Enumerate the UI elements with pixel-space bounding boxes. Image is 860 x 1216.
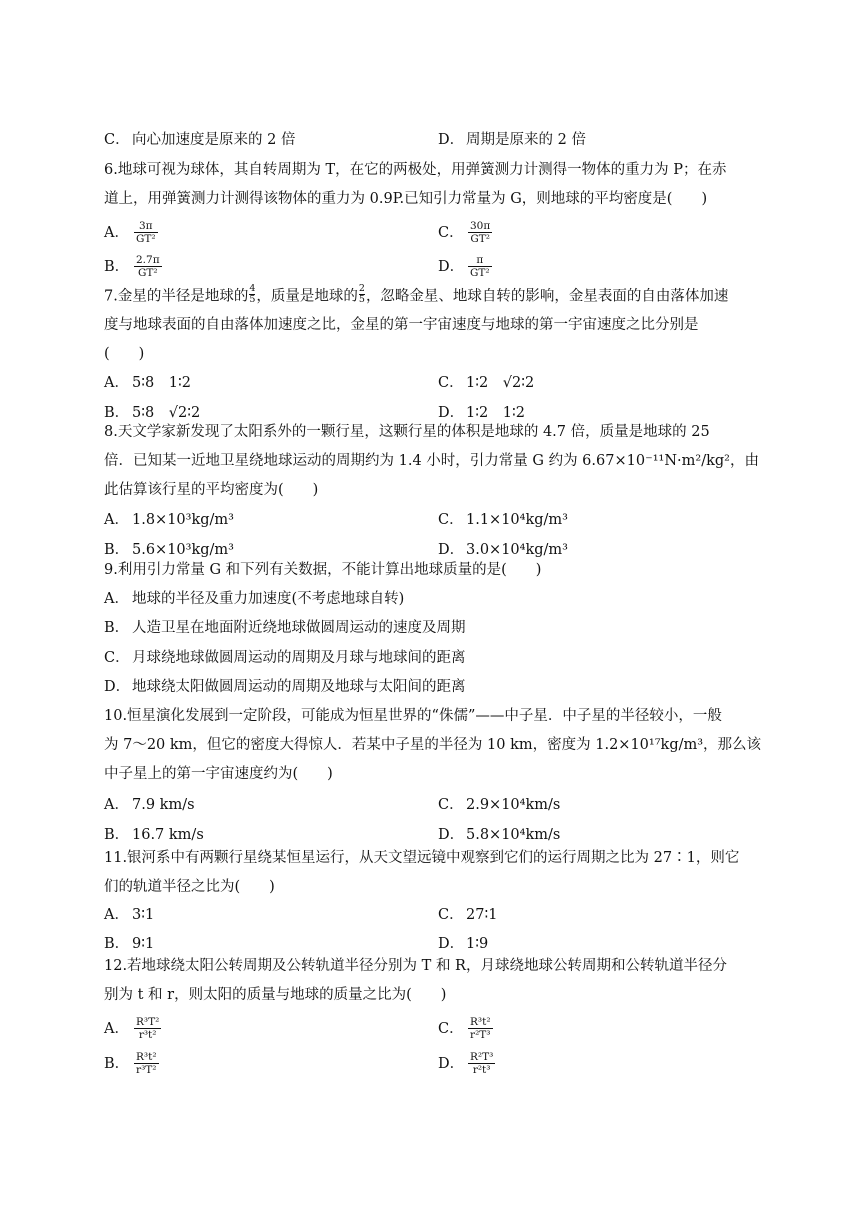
q11-stem-line-1: 11.银河系中有两颗行星绕某恒星运行，从天文望远镜中观察到它们的运行周期之比为 27∶1，则它 [104,850,740,866]
q8-option-a [104,510,234,530]
q11-option-c [438,905,497,925]
q10-option-c [438,795,560,815]
q10-option-d [438,825,560,845]
q10-stem-line-3: 中子星上的第一宇宙速度约为( ) [104,766,333,782]
option-text: 5.8×10⁴km/s [466,827,561,843]
option-text: 27∶1 [466,907,498,923]
option-label: C． [104,650,130,666]
q12-stem-line-2: 别为 t 和 r，则太阳的质量与地球的质量之比为( ) [104,987,447,1003]
q7-stem-line-2: 度与地球表面的自由落体加速度之比，金星的第一宇宙速度与地球的第一宇宙速度之比分别是 [104,317,699,333]
option-label: D． [438,405,465,421]
q7-option-a [104,373,191,393]
inline-fraction [249,284,255,305]
option-label: B． [104,258,130,275]
option-text: 1.8×10³kg/m³ [132,512,234,528]
fraction-numerator: R³T² [136,1016,160,1028]
option-label: A． [104,797,129,813]
q12-option-b [104,1051,161,1076]
option-label: D． [438,542,465,558]
option-label: C． [438,375,464,391]
q11-option-b [104,934,154,954]
fraction-denominator: 5 [249,294,256,305]
option-text: 5∶8 1∶2 [132,375,191,391]
option-text: 向心加速度是原来的 2 倍 [132,132,296,148]
option-label: A． [104,907,129,923]
fraction-numerator: R³t² [136,1051,157,1063]
option-label: C． [438,512,464,528]
q8-stem-line-3: 此估算该行星的平均密度为( ) [104,482,319,498]
q11-stem-line-2: 们的轨道半径之比为( ) [104,879,275,895]
option-fraction [134,1016,161,1041]
fraction-denominator: GT² [470,267,490,279]
option-label: D． [438,1055,465,1072]
option-text: 3.0×10⁴kg/m³ [466,542,568,558]
option-label: B． [104,936,130,952]
option-label: D． [104,679,131,695]
fraction-denominator: GT² [470,233,490,245]
option-label: D． [438,132,465,148]
q8-stem-line-2: 倍．已知某一近地卫星绕地球运动的周期约为 1.4 小时，引力常量 G 约为 6.67×10⁻¹¹N·m²/kg²，由 [104,453,759,469]
option-text: 3∶1 [132,907,155,923]
option-label: A． [104,224,129,241]
fraction-denominator: 5 [358,294,365,305]
option-label: C． [438,1020,464,1037]
q12-option-c [438,1016,495,1041]
option-text: 地球的半径及重力加速度(不考虑地球自转) [132,591,405,607]
q12-option-d [438,1051,497,1076]
fraction-denominator: r³t² [138,1029,157,1041]
q5-option-c [104,130,295,150]
option-fraction [468,1051,495,1076]
q7-option-c [438,373,534,393]
stem-text: 7.金星的半径是地球的 [104,288,249,305]
option-text: 7.9 km/s [132,797,195,813]
q10-stem-line-1: 10.恒星演化发展到一定阶段，可能成为恒星世界的“侏儒”——中子星．中子星的半径较小，一般 [104,708,722,724]
fraction-numerator: 30π [470,220,491,232]
fraction-denominator: r²T³ [470,1029,491,1041]
option-label: B． [104,542,130,558]
q8-stem-line-1: 8.天文学家新发现了太阳系外的一颗行星，这颗行星的体积是地球的 4.7 倍，质量是地球的 25 [104,424,710,440]
option-label: A． [104,591,129,607]
option-text: 月球绕地球做圆周运动的周期及月球与地球间的距离 [132,650,466,666]
fraction-numerator: R²T³ [470,1051,494,1063]
fraction-numerator: 4 [249,283,256,294]
q10-option-a [104,795,195,815]
option-text: 5∶8 √2∶2 [132,405,201,421]
fraction-numerator: 2.7π [136,254,160,266]
option-text: 9∶1 [132,936,155,952]
q6-option-c [438,220,494,245]
fraction-denominator: r²t³ [472,1064,491,1076]
q9-option-d [104,677,466,697]
option-label: C． [104,132,130,148]
q12-option-a [104,1016,163,1041]
option-label: B． [104,620,130,636]
option-fraction [468,1016,493,1041]
q11-option-a [104,905,154,925]
option-text: 人造卫星在地面附近绕地球做圆周运动的速度及周期 [132,620,466,636]
fraction-denominator: GT² [136,233,156,245]
option-label: D． [438,827,465,843]
fraction-numerator: R³t² [470,1016,491,1028]
q6-option-a [104,220,160,245]
q7-stem-line-3: ( ) [104,346,145,362]
option-text: 16.7 km/s [132,827,204,843]
option-text: 5.6×10³kg/m³ [132,542,234,558]
q7-option-d [438,403,525,423]
fraction-numerator: 2 [358,283,365,294]
q10-stem-line-2: 为 7～20 km，但它的密度大得惊人．若某中子星的半径为 10 km，密度为 1.2×10¹⁷kg/m³，那么该 [104,737,762,753]
q11-option-d [438,934,488,954]
option-label: C． [438,907,464,923]
fraction-denominator: GT² [138,267,158,279]
stem-text: ，质量是地球的 [256,288,358,305]
option-text: 1∶9 [466,936,489,952]
q10-option-b [104,825,204,845]
fraction-denominator: r³T² [136,1064,157,1076]
option-label: A． [104,375,129,391]
q7-stem-line-1 [104,283,760,307]
q8-option-d [438,540,568,560]
option-fraction [468,220,492,245]
option-fraction [134,254,162,279]
q12-stem-line-1: 12.若地球绕太阳公转周期及公转轨道半径分别为 T 和 R，月球绕地球公转周期和公转轨道半径分 [104,958,727,974]
option-text: 地球绕太阳做圆周运动的周期及地球与太阳间的距离 [132,679,466,695]
option-label: C． [438,797,464,813]
option-label: B． [104,827,130,843]
q5-option-d [438,130,586,150]
stem-text: ，忽略金星、地球自转的影响，金星表面的自由落体加速 [365,288,729,305]
option-label: C． [438,224,464,241]
fraction-numerator: 3π [134,220,158,233]
fraction-numerator: π [468,254,492,267]
option-label: D． [438,936,465,952]
option-label: A． [104,512,129,528]
q6-stem-line-1: 6.地球可视为球体，其自转周期为 T，在它的两极处，用弹簧测力计测得一物体的重力为 P；在赤 [104,162,727,178]
option-fraction [468,254,492,279]
inline-fraction [359,284,365,305]
option-text: 1.1×10⁴kg/m³ [466,512,568,528]
option-fraction [134,1051,159,1076]
option-text: 2.9×10⁴km/s [466,797,561,813]
q6-option-b [104,254,164,279]
q8-option-b [104,540,234,560]
q6-option-d [438,254,494,279]
q9-option-a [104,589,404,609]
option-label: A． [104,1020,129,1037]
option-label: B． [104,405,130,421]
q8-option-c [438,510,568,530]
option-fraction [134,220,158,245]
option-label: D． [438,258,465,275]
option-text: 1∶2 1∶2 [466,405,525,421]
q9-stem: 9.利用引力常量 G 和下列有关数据，不能计算出地球质量的是( ) [104,562,542,578]
option-text: 1∶2 √2∶2 [466,375,535,391]
q7-option-b [104,403,200,423]
q9-option-c [104,648,466,668]
q9-option-b [104,618,466,638]
option-text: 周期是原来的 2 倍 [466,132,586,148]
q6-stem-line-2: 道上，用弹簧测力计测得该物体的重力为 0.9P.已知引力常量为 G，则地球的平均密度是( ) [104,191,708,207]
option-label: B． [104,1055,130,1072]
